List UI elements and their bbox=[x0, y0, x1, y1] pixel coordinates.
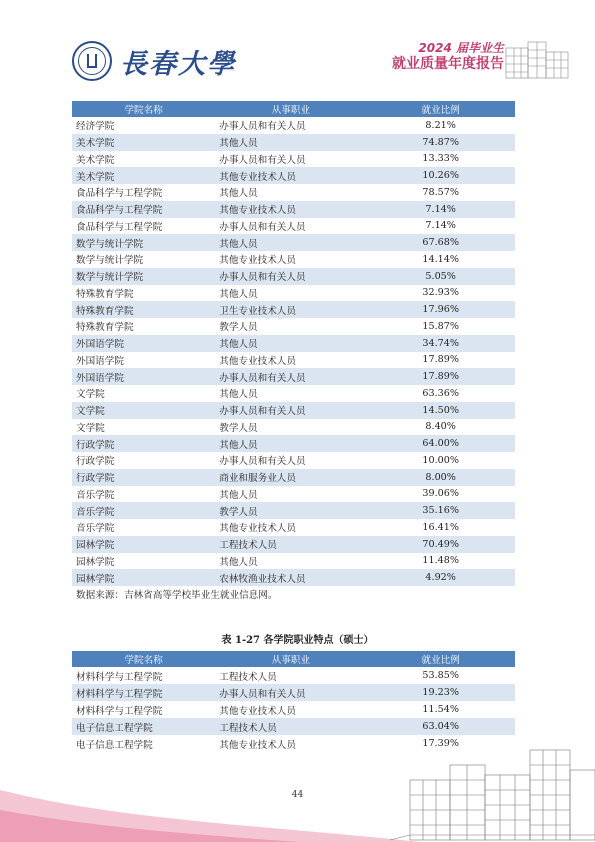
table-row bbox=[72, 435, 515, 452]
cell-college: 数学与统计学院 bbox=[76, 255, 144, 267]
table-row bbox=[72, 569, 515, 586]
cell-ratio: 10.26% bbox=[366, 167, 515, 184]
table-row bbox=[72, 502, 515, 519]
cell-college: 特殊教育学院 bbox=[76, 288, 134, 300]
cell-college: 园林学院 bbox=[76, 556, 115, 568]
cell-college: 数学与统计学院 bbox=[72, 234, 215, 251]
table-row bbox=[72, 134, 515, 151]
table-header-row bbox=[72, 101, 515, 117]
cell-occupation: 办事人员和有关人员 bbox=[219, 154, 306, 166]
occupation-table-undergrad bbox=[72, 101, 515, 586]
cell-occupation: 其他专业技术人员 bbox=[219, 739, 296, 751]
cell-occupation: 办事人员和有关人员 bbox=[215, 268, 366, 285]
cell-occupation: 其他专业技术人员 bbox=[219, 523, 296, 535]
cell-ratio: 7.14% bbox=[366, 201, 515, 218]
cell-college: 音乐学院 bbox=[76, 523, 115, 535]
cell-college: 材料科学与工程学院 bbox=[76, 705, 163, 717]
university-logo-icon bbox=[72, 41, 112, 81]
cell-occupation: 商业和服务业人员 bbox=[215, 469, 366, 486]
table-row bbox=[72, 402, 515, 419]
table-header-row bbox=[72, 651, 515, 667]
cell-occupation: 其他人员 bbox=[219, 288, 258, 300]
cell-ratio: 64.00% bbox=[366, 435, 515, 452]
cell-college: 外国语学院 bbox=[72, 368, 215, 385]
table-row bbox=[72, 184, 515, 201]
cell-ratio: 16.41% bbox=[422, 521, 459, 533]
cell-occupation: 其他人员 bbox=[215, 335, 366, 352]
cell-occupation: 其他专业技术人员 bbox=[215, 201, 366, 218]
column-header-college: 学院名称 bbox=[72, 101, 215, 117]
table-row bbox=[72, 234, 515, 251]
cell-ratio: 11.54% bbox=[422, 704, 459, 715]
cell-college: 经济学院 bbox=[76, 121, 115, 133]
table-row bbox=[72, 368, 515, 385]
table-row bbox=[72, 151, 515, 168]
cell-occupation: 其他人员 bbox=[215, 134, 366, 151]
cell-occupation: 教学人员 bbox=[215, 502, 366, 519]
column-header-occupation: 从事职业 bbox=[215, 101, 366, 117]
cell-ratio: 11.48% bbox=[422, 555, 459, 567]
cell-ratio: 17.39% bbox=[422, 738, 459, 749]
cell-college: 材料科学与工程学院 bbox=[76, 671, 163, 683]
cell-occupation: 其他专业技术人员 bbox=[219, 255, 296, 267]
cell-occupation: 办事人员和有关人员 bbox=[215, 402, 366, 419]
cell-ratio: 5.05% bbox=[366, 268, 515, 285]
cell-occupation: 办事人员和有关人员 bbox=[215, 368, 366, 385]
report-title bbox=[386, 42, 504, 73]
cell-college: 园林学院 bbox=[72, 569, 215, 586]
cell-ratio: 17.89% bbox=[366, 368, 515, 385]
cell-ratio: 67.68% bbox=[366, 234, 515, 251]
table-row bbox=[72, 419, 515, 436]
cell-occupation: 办事人员和有关人员 bbox=[219, 121, 306, 133]
cell-ratio: 53.85% bbox=[422, 670, 459, 681]
column-header-ratio: 就业比例 bbox=[366, 101, 515, 117]
cell-ratio: 63.04% bbox=[366, 718, 515, 735]
cell-college: 电子信息工程学院 bbox=[72, 718, 215, 735]
cell-occupation: 卫生专业技术人员 bbox=[215, 301, 366, 318]
table-row bbox=[72, 684, 515, 701]
cell-college: 美术学院 bbox=[72, 134, 215, 151]
cell-college: 音乐学院 bbox=[72, 502, 215, 519]
cell-ratio: 4.92% bbox=[366, 569, 515, 586]
cell-ratio: 17.96% bbox=[366, 301, 515, 318]
campus-building-illustration-icon bbox=[502, 38, 572, 80]
cell-occupation: 其他专业技术人员 bbox=[219, 705, 296, 717]
cell-college: 行政学院 bbox=[72, 469, 215, 486]
cell-ratio: 32.93% bbox=[422, 287, 459, 299]
table-row bbox=[72, 301, 515, 318]
table-row bbox=[72, 352, 515, 369]
table-row bbox=[72, 201, 515, 218]
cell-college: 行政学院 bbox=[72, 435, 215, 452]
cell-ratio: 14.50% bbox=[366, 402, 515, 419]
cell-college: 文学院 bbox=[72, 402, 215, 419]
cell-ratio: 35.16% bbox=[366, 502, 515, 519]
cell-occupation: 办事人员和有关人员 bbox=[215, 684, 366, 701]
cell-college: 特殊教育学院 bbox=[72, 301, 215, 318]
report-title-line1: 2024 届毕业生 bbox=[418, 41, 504, 55]
table-row bbox=[72, 718, 515, 735]
cell-college: 文学院 bbox=[76, 422, 105, 434]
cell-ratio: 13.33% bbox=[422, 153, 459, 165]
cell-occupation: 其他人员 bbox=[219, 389, 258, 401]
cell-college: 材料科学与工程学院 bbox=[72, 684, 215, 701]
cell-ratio: 8.21% bbox=[425, 119, 456, 131]
table-row bbox=[72, 667, 515, 684]
cell-occupation: 工程技术人员 bbox=[215, 536, 366, 553]
table-row bbox=[72, 519, 515, 536]
cell-ratio: 78.57% bbox=[422, 186, 459, 198]
cell-occupation: 工程技术人员 bbox=[219, 671, 277, 683]
occupation-table-master bbox=[72, 651, 515, 752]
cell-occupation: 其他人员 bbox=[219, 188, 258, 200]
cell-college: 食品科学与工程学院 bbox=[76, 188, 163, 200]
cell-college: 文学院 bbox=[76, 389, 105, 401]
page-number: 44 bbox=[291, 790, 304, 800]
cell-ratio: 15.87% bbox=[422, 320, 459, 332]
table-row bbox=[72, 469, 515, 486]
cell-ratio: 63.36% bbox=[422, 387, 459, 399]
cell-occupation: 教学人员 bbox=[219, 322, 258, 334]
cell-college: 外国语学院 bbox=[76, 355, 124, 367]
cell-occupation: 其他人员 bbox=[215, 234, 366, 251]
column-header-college: 学院名称 bbox=[72, 651, 215, 667]
cell-college: 音乐学院 bbox=[76, 489, 115, 501]
table-row bbox=[72, 486, 515, 503]
cell-occupation: 其他人员 bbox=[215, 435, 366, 452]
cell-college: 园林学院 bbox=[72, 536, 215, 553]
cell-occupation: 办事人员和有关人员 bbox=[219, 221, 306, 233]
cell-ratio: 70.49% bbox=[366, 536, 515, 553]
table-row bbox=[72, 268, 515, 285]
column-header-occupation: 从事职业 bbox=[215, 651, 366, 667]
cell-ratio: 39.06% bbox=[422, 488, 459, 500]
table-row bbox=[72, 117, 515, 134]
cell-college: 食品科学与工程学院 bbox=[76, 221, 163, 233]
data-source-note: 数据来源：吉林省高等学校毕业生就业信息网。 bbox=[76, 590, 278, 601]
table-row bbox=[72, 335, 515, 352]
university-name: 長春大學 bbox=[120, 49, 236, 80]
cell-ratio: 17.89% bbox=[422, 354, 459, 366]
cell-college: 行政学院 bbox=[76, 456, 115, 468]
table-row bbox=[72, 218, 515, 235]
table-row bbox=[72, 701, 515, 718]
table-row bbox=[72, 536, 515, 553]
cell-ratio: 8.00% bbox=[366, 469, 515, 486]
cell-ratio: 34.74% bbox=[366, 335, 515, 352]
cell-occupation: 其他人员 bbox=[219, 556, 258, 568]
report-title-line2: 就业质量年度报告 bbox=[392, 56, 504, 73]
cell-college: 电子信息工程学院 bbox=[76, 739, 153, 751]
cell-occupation: 其他人员 bbox=[219, 489, 258, 501]
cell-ratio: 8.40% bbox=[425, 421, 456, 433]
cell-occupation: 办事人员和有关人员 bbox=[219, 456, 306, 468]
table-row bbox=[72, 251, 515, 268]
cell-college: 食品科学与工程学院 bbox=[72, 201, 215, 218]
table-row bbox=[72, 385, 515, 402]
cell-occupation: 其他专业技术人员 bbox=[219, 355, 296, 367]
cell-college: 数学与统计学院 bbox=[72, 268, 215, 285]
cell-occupation: 教学人员 bbox=[219, 422, 258, 434]
cell-ratio: 14.14% bbox=[422, 253, 459, 265]
table-row bbox=[72, 553, 515, 570]
table-caption: 表 1-27 各学院职业特点（硕士） bbox=[221, 635, 374, 646]
cell-ratio: 7.14% bbox=[425, 220, 456, 232]
cell-college: 特殊教育学院 bbox=[76, 322, 134, 334]
cell-ratio: 19.23% bbox=[366, 684, 515, 701]
cell-ratio: 10.00% bbox=[422, 454, 459, 466]
table-row bbox=[72, 452, 515, 469]
cell-college: 美术学院 bbox=[72, 167, 215, 184]
cell-occupation: 其他专业技术人员 bbox=[215, 167, 366, 184]
column-header-ratio: 就业比例 bbox=[366, 651, 515, 667]
cell-college: 外国语学院 bbox=[72, 335, 215, 352]
table-row bbox=[72, 318, 515, 335]
cell-college: 美术学院 bbox=[76, 154, 115, 166]
cell-occupation: 工程技术人员 bbox=[215, 718, 366, 735]
table-row bbox=[72, 285, 515, 302]
page-header bbox=[0, 0, 595, 95]
cell-occupation: 农林牧渔业技术人员 bbox=[215, 569, 366, 586]
cell-ratio: 74.87% bbox=[366, 134, 515, 151]
table-row bbox=[72, 167, 515, 184]
